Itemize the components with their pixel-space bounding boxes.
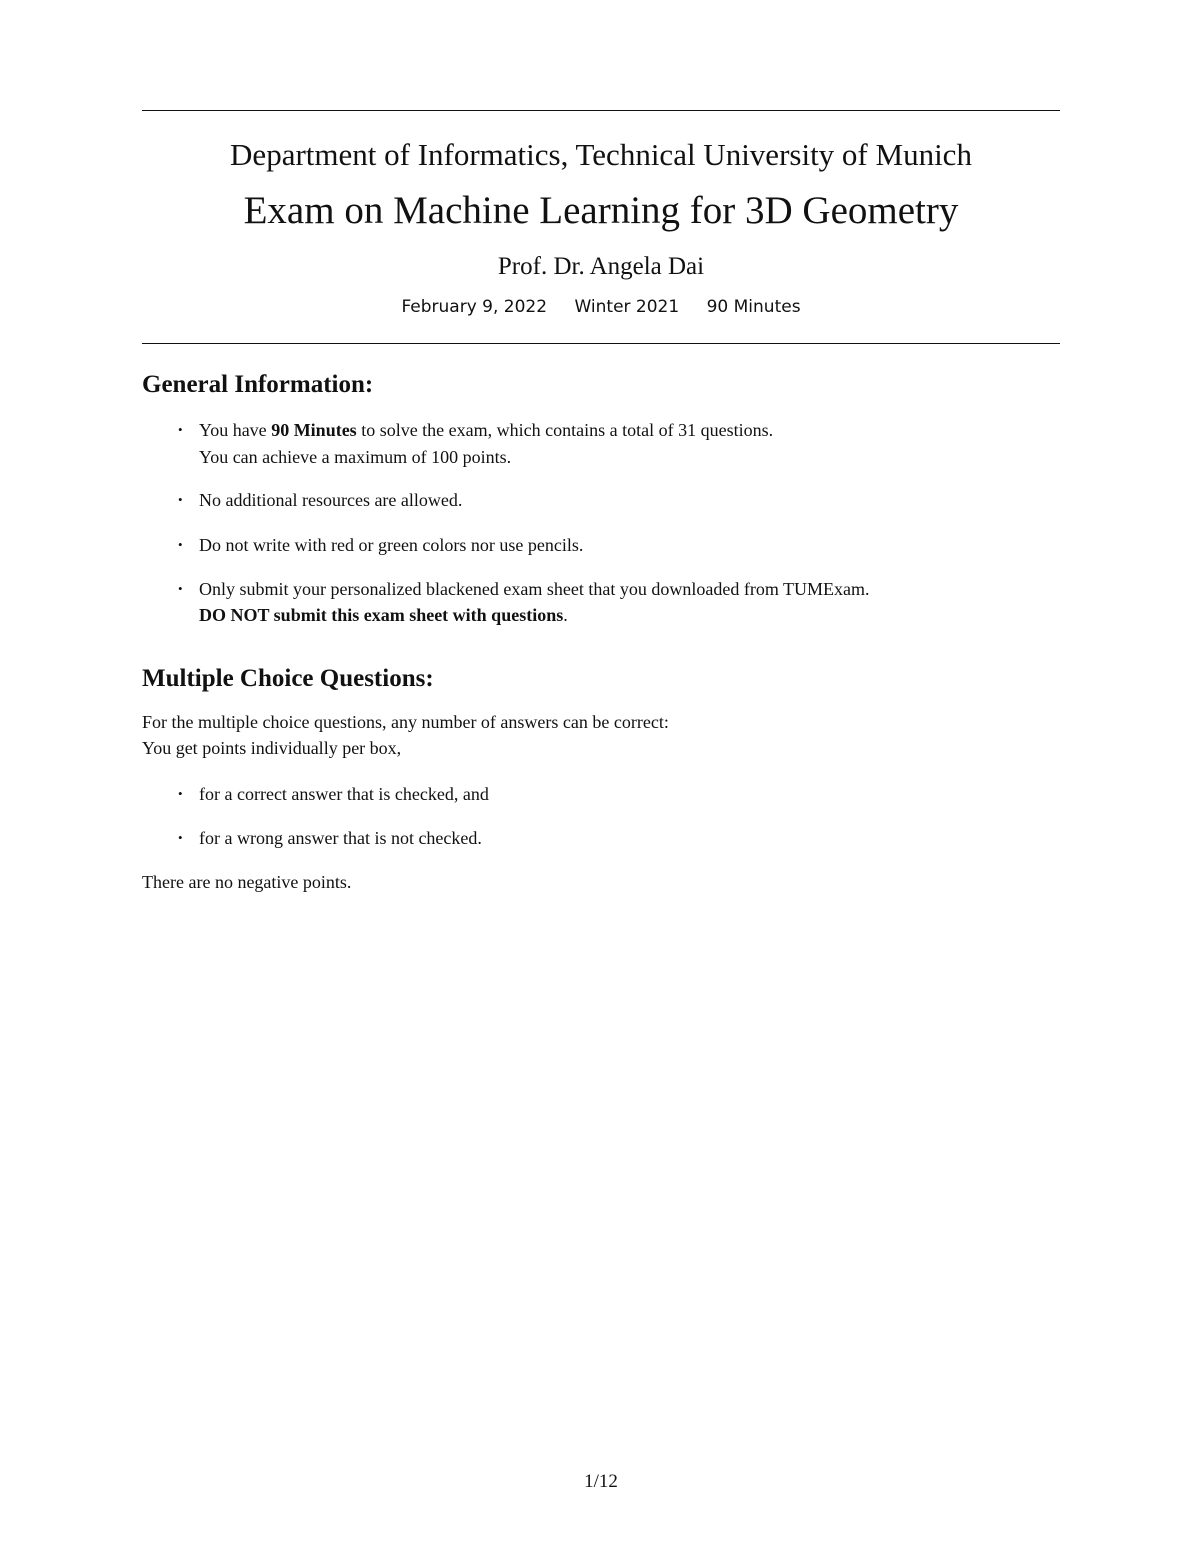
exam-title: Exam on Machine Learning for 3D Geometry bbox=[243, 189, 959, 232]
item-text: to solve the exam, which contains a total of 31 questions. bbox=[356, 420, 774, 440]
bullet-marker: • bbox=[178, 830, 183, 845]
exam-date: February 9, 2022 bbox=[401, 297, 548, 317]
item-text: You have bbox=[199, 420, 272, 440]
page-number: 1/12 bbox=[584, 1471, 618, 1492]
department-line: Department of Informatics, Technical University of Munich bbox=[230, 137, 972, 172]
bullet-marker: • bbox=[178, 786, 183, 801]
bullet-marker: • bbox=[178, 537, 183, 552]
general-item-resources: No additional resources are allowed. bbox=[199, 490, 463, 510]
bullet-marker: • bbox=[178, 492, 183, 507]
exam-duration: 90 Minutes bbox=[706, 297, 801, 317]
general-item-submit: Only submit your personalized blackened exam sheet that you downloaded from TUMExam. bbox=[199, 579, 870, 599]
bullet-marker: • bbox=[178, 422, 183, 437]
general-item-points: You can achieve a maximum of 100 points. bbox=[199, 447, 512, 467]
multiple-choice-heading: Multiple Choice Questions: bbox=[142, 665, 434, 692]
bullet-marker: • bbox=[178, 581, 183, 596]
general-item-colors: Do not write with red or green colors nor use pencils. bbox=[199, 535, 584, 555]
mc-intro-line2: You get points individually per box, bbox=[142, 738, 402, 758]
exam-meta bbox=[142, 295, 1060, 319]
mc-closing: There are no negative points. bbox=[142, 872, 352, 892]
mc-intro-line1: For the multiple choice questions, any number of answers can be correct: bbox=[142, 712, 669, 732]
general-item-warning bbox=[199, 602, 568, 628]
item-text: . bbox=[563, 605, 568, 625]
top-rule bbox=[142, 110, 1060, 111]
exam-term: Winter 2021 bbox=[574, 297, 680, 317]
general-information-heading: General Information: bbox=[142, 371, 374, 398]
mc-bullet-wrong: for a wrong answer that is not checked. bbox=[199, 828, 482, 848]
item-bold-text: DO NOT submit this exam sheet with questions bbox=[199, 605, 564, 625]
general-item-time bbox=[199, 417, 773, 443]
professor-name: Prof. Dr. Angela Dai bbox=[497, 253, 705, 280]
item-bold-text: 90 Minutes bbox=[271, 420, 357, 440]
bottom-rule bbox=[142, 343, 1060, 344]
mc-bullet-correct: for a correct answer that is checked, and bbox=[199, 784, 489, 804]
